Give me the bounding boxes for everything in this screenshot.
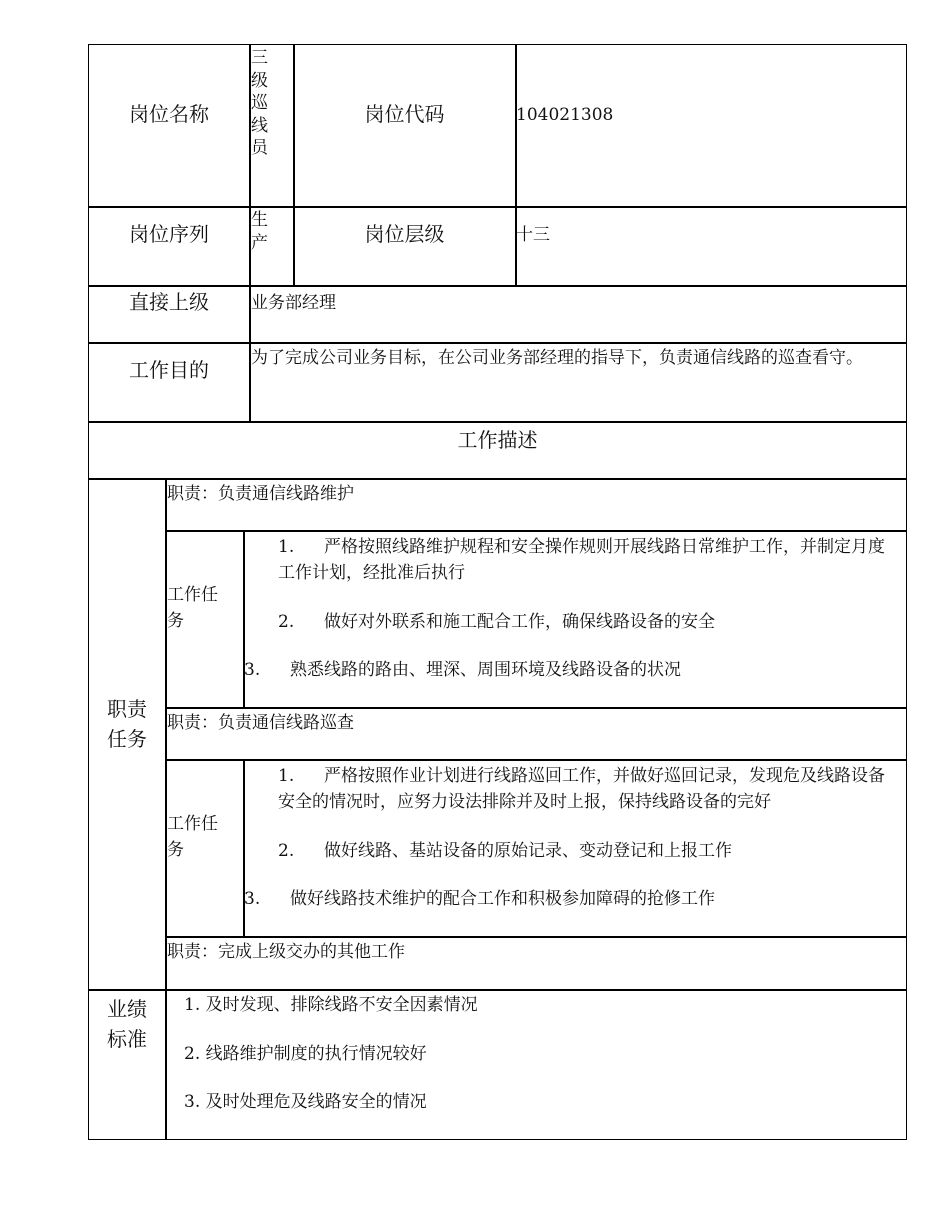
post-name-value: 三级巡线员 bbox=[251, 48, 268, 158]
row-divider bbox=[166, 759, 907, 761]
task-item: 2. 做好对外联系和施工配合工作，确保线路设备的安全 bbox=[278, 612, 715, 632]
post-code-label: 岗位代码 bbox=[364, 102, 445, 126]
description-title: 工作描述 bbox=[457, 428, 538, 452]
col-divider bbox=[515, 44, 517, 285]
purpose-label: 工作目的 bbox=[129, 358, 209, 382]
task-item: 3. 做好线路技术维护的配合工作和积极参加障碍的抢修工作 bbox=[244, 889, 715, 909]
post-code-value: 104021308 bbox=[516, 105, 614, 125]
performance-label: 业绩标准 bbox=[107, 997, 147, 1051]
row-divider bbox=[88, 342, 907, 344]
row-divider bbox=[88, 206, 907, 208]
performance-item: 1. 及时发现、排除线路不安全因素情况 bbox=[184, 995, 478, 1015]
row-divider bbox=[166, 936, 907, 938]
post-level-label: 岗位层级 bbox=[364, 222, 445, 246]
col-divider bbox=[293, 44, 295, 285]
row-divider bbox=[88, 989, 907, 991]
duty-title: 职责：完成上级交办的其他工作 bbox=[167, 942, 405, 962]
job-description-table bbox=[88, 44, 907, 1140]
purpose-value: 为了完成公司业务目标，在公司业务部经理的指导下，负责通信线路的巡查看守。 bbox=[251, 348, 863, 368]
task-item: 1. 严格按照线路维护规程和安全操作规则开展线路日常维护工作，并制定月度工作计划，经批准后执行 bbox=[278, 537, 885, 583]
post-series-value: 生产 bbox=[251, 210, 268, 253]
row-divider bbox=[88, 421, 907, 423]
superior-value: 业务部经理 bbox=[251, 293, 336, 313]
performance-item: 2. 线路维护制度的执行情况较好 bbox=[184, 1044, 427, 1064]
duty-title: 职责：负责通信线路巡查 bbox=[167, 713, 354, 733]
post-level-value: 十三 bbox=[516, 225, 550, 245]
task-label: 工作任务 bbox=[167, 814, 218, 860]
task-item: 2. 做好线路、基站设备的原始记录、变动登记和上报工作 bbox=[278, 841, 732, 861]
col-divider bbox=[165, 478, 167, 1140]
duties-section-label: 职责任务 bbox=[107, 697, 147, 751]
task-item: 3. 熟悉线路的路由、埋深、周围环境及线路设备的状况 bbox=[244, 660, 681, 680]
performance-item: 3. 及时处理危及线路安全的情况 bbox=[184, 1092, 427, 1112]
task-item: 1. 严格按照作业计划进行线路巡回工作，并做好巡回记录，发现危及线路设备安全的情况时，应努力设法排除并及时上报，保持线路设备的完好 bbox=[278, 766, 885, 812]
row-divider bbox=[166, 707, 907, 709]
row-divider bbox=[166, 530, 907, 532]
post-series-label: 岗位序列 bbox=[129, 222, 209, 246]
post-name-label: 岗位名称 bbox=[129, 102, 209, 126]
superior-label: 直接上级 bbox=[129, 290, 209, 314]
row-divider bbox=[88, 478, 907, 480]
task-label: 工作任务 bbox=[167, 585, 218, 631]
row-divider bbox=[88, 285, 907, 287]
duty-title: 职责：负责通信线路维护 bbox=[167, 484, 354, 504]
